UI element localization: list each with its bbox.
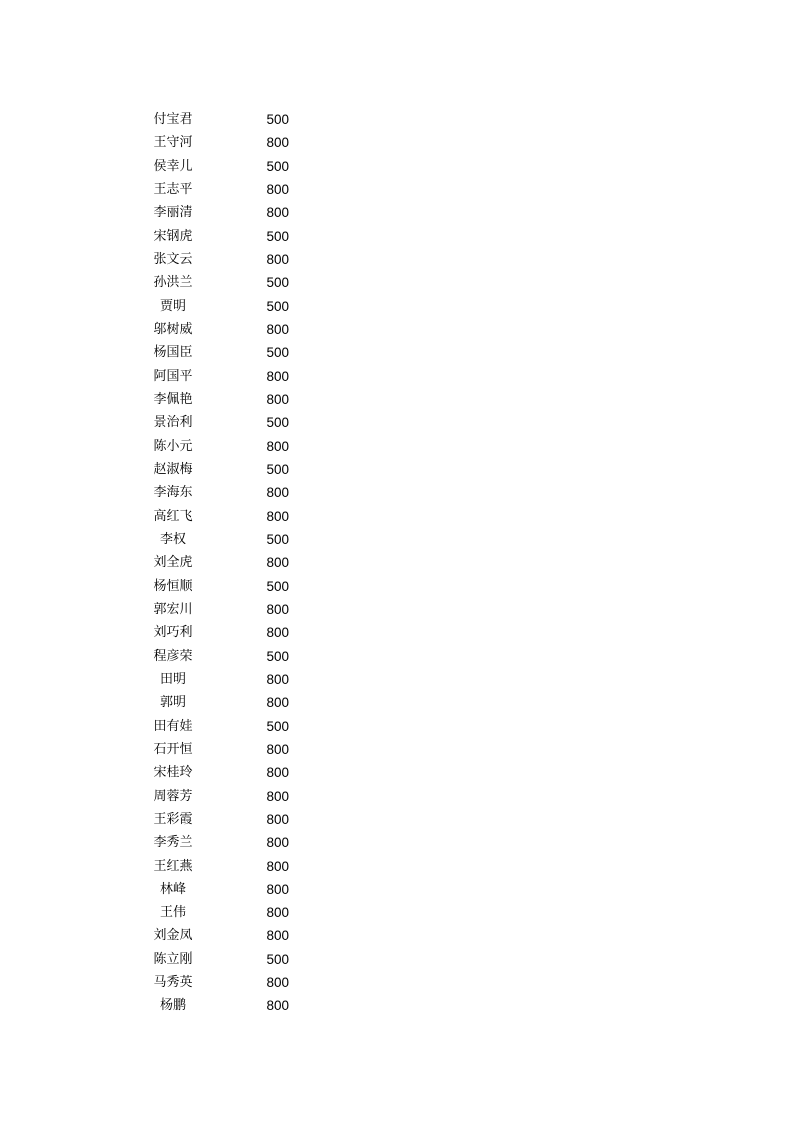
- list-row: [0, 831, 793, 854]
- person-name: 刘全虎: [153, 555, 193, 571]
- amount-value: 800: [266, 741, 289, 757]
- list-row: [0, 785, 793, 808]
- list-row: [0, 201, 793, 224]
- amount-value: 800: [266, 928, 289, 944]
- person-name: 王伟: [159, 905, 186, 921]
- person-name: 周蓉芳: [153, 788, 193, 804]
- list-row: [0, 225, 793, 248]
- person-name: 刘金凤: [153, 928, 193, 944]
- amount-value: 500: [266, 648, 289, 664]
- list-row: [0, 621, 793, 644]
- amount-value: 800: [266, 321, 289, 337]
- amount-value: 800: [266, 765, 289, 781]
- list-row: [0, 178, 793, 201]
- amount-value: 800: [266, 368, 289, 384]
- person-name: 程彦荣: [153, 648, 193, 664]
- person-name: 宋钢虎: [153, 228, 193, 244]
- person-name: 李海东: [153, 485, 193, 501]
- list-row: [0, 575, 793, 598]
- person-name: 王守河: [153, 135, 193, 151]
- person-name: 杨国臣: [153, 345, 193, 361]
- list-row: [0, 411, 793, 434]
- list-row: [0, 924, 793, 947]
- list-row: [0, 131, 793, 154]
- person-name: 王彩霞: [153, 811, 193, 827]
- list-row: [0, 971, 793, 994]
- amount-value: 500: [266, 578, 289, 594]
- amount-value: 500: [266, 531, 289, 547]
- person-name: 阿国平: [153, 368, 193, 384]
- list-row: [0, 668, 793, 691]
- amount-value: 800: [266, 438, 289, 454]
- person-name: 杨恒顺: [153, 578, 193, 594]
- amount-value: 800: [266, 485, 289, 501]
- amount-value: 800: [266, 881, 289, 897]
- person-name: 石开恒: [153, 741, 193, 757]
- person-name: 田有娃: [153, 718, 193, 734]
- amount-value: 800: [266, 205, 289, 221]
- list-row: [0, 715, 793, 738]
- amount-value: 800: [266, 788, 289, 804]
- amount-value: 800: [266, 835, 289, 851]
- amount-value: 800: [266, 695, 289, 711]
- list-row: [0, 645, 793, 668]
- amount-value: 800: [266, 555, 289, 571]
- list-row: [0, 458, 793, 481]
- amount-value: 500: [266, 718, 289, 734]
- list-row: [0, 761, 793, 784]
- person-name: 王红燕: [153, 858, 193, 874]
- list-row: [0, 435, 793, 458]
- amount-value: 800: [266, 508, 289, 524]
- person-name: 张文云: [153, 251, 193, 267]
- person-name: 刘巧利: [153, 625, 193, 641]
- list-row: [0, 271, 793, 294]
- name-amount-list: [0, 108, 793, 1018]
- amount-value: 500: [266, 461, 289, 477]
- person-name: 付宝君: [153, 112, 193, 127]
- person-name: 景治利: [153, 415, 193, 431]
- amount-value: 800: [266, 671, 289, 687]
- person-name: 杨鹏: [159, 998, 186, 1014]
- amount-value: 800: [266, 811, 289, 827]
- amount-value: 500: [266, 158, 289, 174]
- person-name: 宋桂玲: [153, 765, 193, 781]
- list-row: [0, 528, 793, 551]
- person-name: 郭宏川: [153, 601, 193, 617]
- amount-value: 500: [266, 345, 289, 361]
- list-row: [0, 994, 793, 1017]
- amount-value: 800: [266, 251, 289, 267]
- amount-value: 500: [266, 275, 289, 291]
- list-row: [0, 878, 793, 901]
- list-row: [0, 155, 793, 178]
- amount-value: 500: [266, 112, 289, 127]
- list-row: [0, 388, 793, 411]
- person-name: 陈立刚: [153, 951, 193, 967]
- person-name: 李秀兰: [153, 835, 193, 851]
- person-name: 马秀英: [153, 975, 193, 991]
- amount-value: 800: [266, 391, 289, 407]
- amount-value: 800: [266, 975, 289, 991]
- amount-value: 500: [266, 415, 289, 431]
- amount-value: 500: [266, 228, 289, 244]
- amount-value: 500: [266, 951, 289, 967]
- amount-value: 800: [266, 135, 289, 151]
- person-name: 邬树威: [153, 321, 193, 337]
- list-row: [0, 551, 793, 574]
- list-row: [0, 108, 793, 131]
- list-row: [0, 318, 793, 341]
- person-name: 侯幸儿: [153, 158, 193, 174]
- list-row: [0, 248, 793, 271]
- person-name: 贾明: [159, 298, 186, 314]
- amount-value: 800: [266, 858, 289, 874]
- person-name: 赵淑梅: [153, 461, 193, 477]
- list-row: [0, 948, 793, 971]
- person-name: 田明: [159, 671, 186, 687]
- person-name: 李佩艳: [153, 391, 193, 407]
- list-row: [0, 901, 793, 924]
- amount-value: 800: [266, 998, 289, 1014]
- list-row: [0, 295, 793, 318]
- list-row: [0, 808, 793, 831]
- person-name: 王志平: [153, 181, 193, 197]
- person-name: 高红飞: [153, 508, 193, 524]
- amount-value: 800: [266, 625, 289, 641]
- person-name: 李丽清: [153, 205, 193, 221]
- list-row: [0, 855, 793, 878]
- person-name: 林峰: [159, 881, 186, 897]
- list-row: [0, 505, 793, 528]
- person-name: 李权: [159, 531, 186, 547]
- amount-value: 800: [266, 905, 289, 921]
- list-row: [0, 365, 793, 388]
- list-row: [0, 341, 793, 364]
- person-name: 郭明: [159, 695, 186, 711]
- list-row: [0, 481, 793, 504]
- amount-value: 800: [266, 181, 289, 197]
- list-row: [0, 691, 793, 714]
- person-name: 陈小元: [153, 438, 193, 454]
- amount-value: 500: [266, 298, 289, 314]
- amount-value: 800: [266, 601, 289, 617]
- list-row: [0, 598, 793, 621]
- list-row: [0, 738, 793, 761]
- person-name: 孙洪兰: [153, 275, 193, 291]
